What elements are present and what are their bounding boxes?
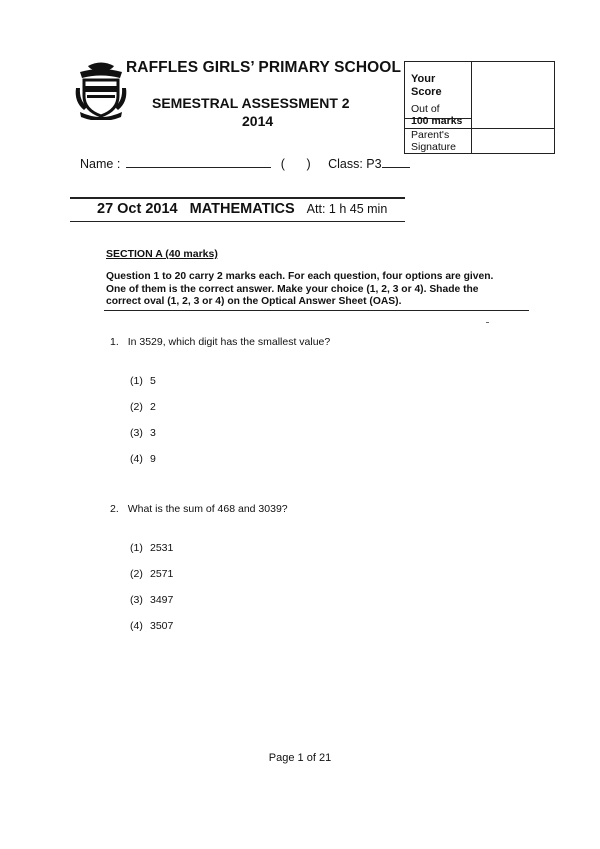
instructions-rule [104,310,529,311]
instructions-line-2: One of them is the correct answer. Make your choice (1, 2, 3 or 4). Shade the [106,283,479,295]
name-blank [126,156,271,168]
option-value: 9 [150,453,156,465]
option-label: (2) [130,568,143,580]
section-instructions [106,271,526,309]
exam-date: 27 Oct 2014 [97,201,178,217]
option-label: (1) [130,542,143,554]
option-label: (2) [130,401,143,413]
q2-option-3 [130,594,173,606]
q2-option-2 [130,568,173,580]
your-score-label [411,73,442,99]
question-1 [110,336,330,348]
q1-option-4 [130,453,156,465]
q2-option-4 [130,620,173,632]
q1-option-3 [130,427,156,439]
option-label: (4) [130,620,143,632]
score-box-divider [471,62,472,153]
option-value: 2571 [150,568,174,580]
option-value: 3497 [150,594,174,606]
option-value: 2 [150,401,156,413]
question-text: What is the sum of 468 and 3039? [127,503,288,515]
option-value: 2531 [150,542,174,554]
question-text: In 3529, which digit has the smallest value? [127,336,331,348]
q1-option-1 [130,375,156,387]
total-marks: 100 marks [411,115,463,127]
section-heading: SECTION A (40 marks) [106,248,218,260]
header-rule-bottom [70,221,405,222]
q1-option-2 [130,401,156,413]
exam-title: SEMESTRAL ASSESSMENT 2 [152,95,350,111]
option-label: (3) [130,427,143,439]
page-number: Page 1 of 21 [268,752,332,764]
class-blank [382,156,410,168]
scan-speck [486,322,489,323]
parent-signature-line1: Parent's [411,129,450,141]
option-value: 3 [150,427,156,439]
question-number: 1. [110,336,119,348]
school-name: RAFFLES GIRLS’ PRIMARY SCHOOL [126,59,402,76]
name-label: Name : [80,157,121,171]
register-close-paren: ) [306,157,311,171]
out-of-text: Out of [411,103,440,115]
student-info-line [80,156,410,171]
q2-option-1 [130,542,173,554]
option-label: (4) [130,453,143,465]
question-number: 2. [110,503,119,515]
question-2 [110,503,288,515]
score-box [404,61,555,154]
class-label: Class: P3 [328,157,382,171]
register-open-paren: ( [280,157,285,171]
header-rule-top [70,197,405,199]
option-label: (3) [130,594,143,606]
instructions-line-3: correct oval (1, 2, 3 or 4) on the Optical Answer Sheet (OAS). [106,296,402,307]
exam-info-line [97,201,387,217]
your-score-label-line2: Score [411,86,442,98]
option-label: (1) [130,375,143,387]
option-value: 3507 [150,620,174,632]
exam-year: 2014 [242,113,274,129]
parent-signature-label [411,129,456,153]
parent-signature-line2: Signature [411,141,456,153]
out-of-label [411,103,462,127]
exam-subject: MATHEMATICS [189,201,295,217]
instructions-line-1: Question 1 to 20 carry 2 marks each. For each question, four options are given. [106,271,494,282]
school-crest-logo [74,60,128,120]
option-value: 5 [150,375,156,387]
exam-duration: Att: 1 h 45 min [306,202,388,216]
your-score-label-line1: Your [411,73,436,85]
